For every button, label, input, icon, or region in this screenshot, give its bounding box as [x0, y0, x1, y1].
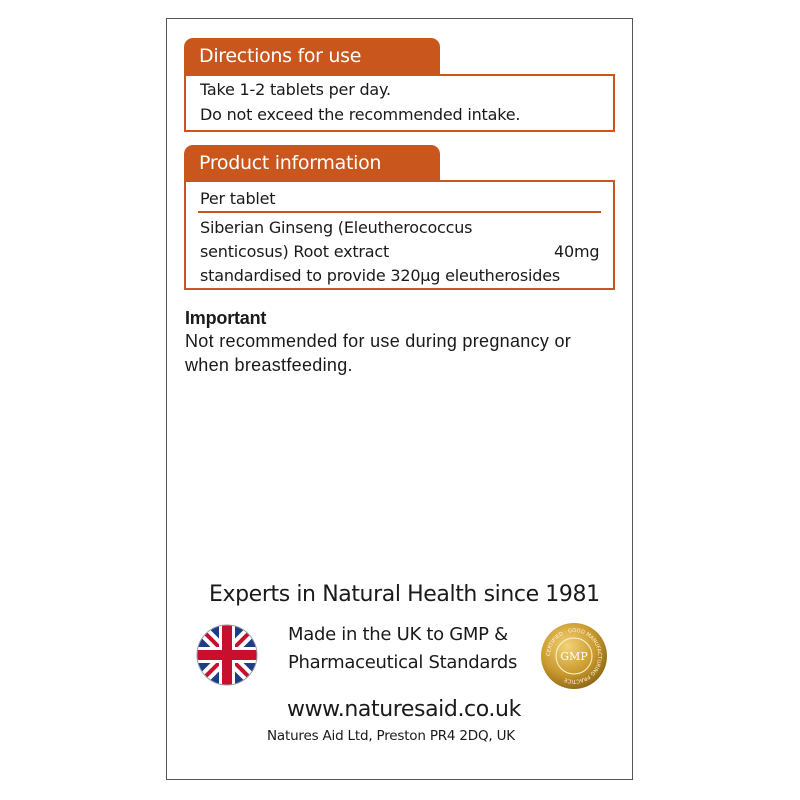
- made-in-line-1: Made in the UK to GMP &: [288, 624, 508, 645]
- per-tablet-label: Per tablet: [200, 189, 276, 208]
- uk-flag-icon: [196, 624, 258, 686]
- important-line-1: Not recommended for use during pregnancy or: [185, 331, 572, 351]
- website-link[interactable]: www.naturesaid.co.uk: [287, 697, 521, 722]
- per-tablet-rule: [198, 211, 601, 213]
- ingredient-line-1: Siberian Ginseng (Eleutherococcus: [200, 218, 473, 237]
- ingredient-line-3: standardised to provide 320µg eleutherosides: [200, 266, 560, 285]
- important-heading: Important: [185, 308, 267, 328]
- ingredient-line-2: senticosus) Root extract: [200, 242, 390, 261]
- company-address: Natures Aid Ltd, Preston PR4 2DQ, UK: [267, 728, 515, 744]
- gmp-center-text: GMP: [560, 650, 588, 663]
- ingredient-amount: 40mg: [554, 242, 600, 261]
- made-in-line-2: Pharmaceutical Standards: [288, 652, 518, 673]
- directions-heading: Directions for use: [184, 38, 440, 74]
- gmp-certified-seal-icon: [540, 622, 608, 690]
- important-line-2: when breastfeeding.: [185, 355, 353, 375]
- tagline: Experts in Natural Health since 1981: [209, 582, 600, 607]
- gmp-ring-text: CERTIFIED · GOOD MANUFACTURING PRACTICE: [545, 627, 603, 685]
- directions-line-1: Take 1-2 tablets per day.: [200, 80, 391, 99]
- product-info-heading: Product information: [184, 145, 440, 181]
- directions-line-2: Do not exceed the recommended intake.: [200, 105, 521, 124]
